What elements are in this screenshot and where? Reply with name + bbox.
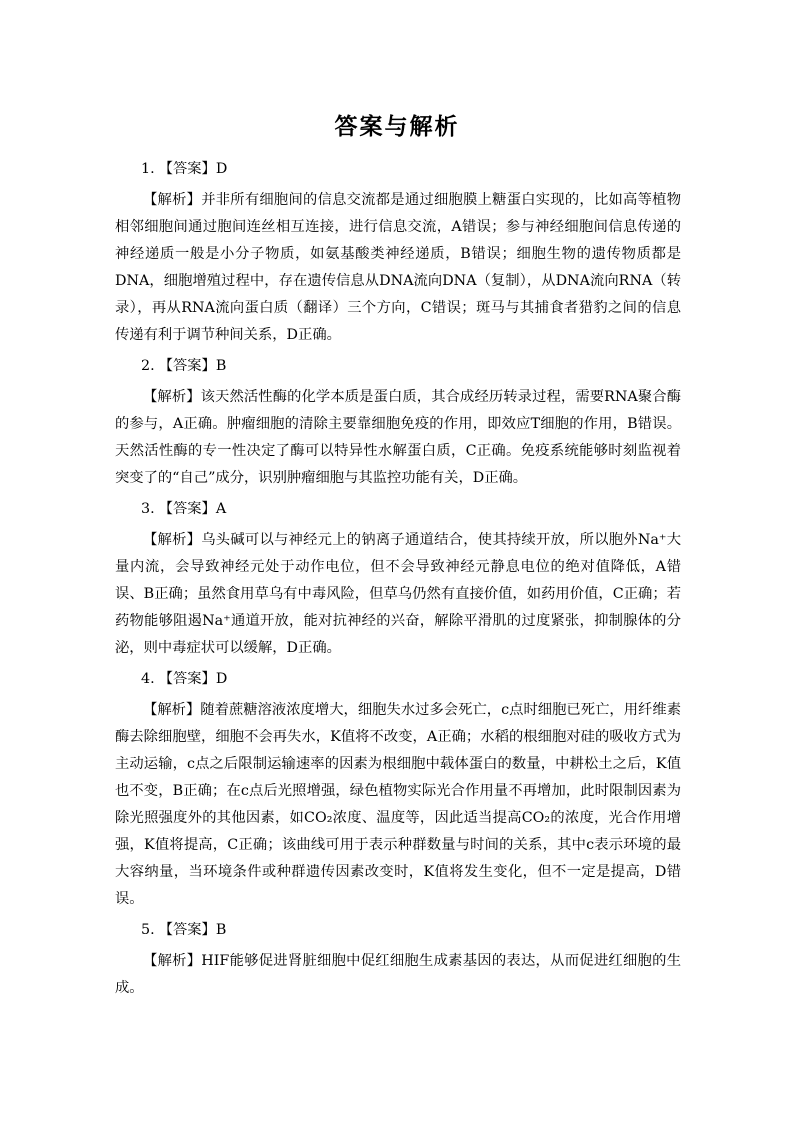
item-number: 3. [141, 501, 155, 517]
answer-line-2 [115, 353, 681, 380]
page-title: 答案与解析 [334, 113, 460, 140]
answer-label: 【答案】B [158, 358, 227, 374]
item-number: 1. [141, 161, 155, 177]
answer-line-4 [115, 666, 681, 693]
item-number: 4. [141, 671, 155, 687]
analysis-paragraph-4: 【解析】随着蔗糖溶液浓度增大，细胞失水过多会死亡，c点时细胞已死亡，用纤维素酶去除细胞壁，细胞不会再失水，K值将不改变，A正确；水稻的根细胞对硅的吸收方式为主动运输，c点之后限制运输速率的因素为根细胞中载体蛋白的数量，中耕松土之后，K值也不变，B正确；在c点后光照增强，绿色植物实际光合作用量不再增加，此时限制因素为除光照强度外的其他因素，如CO₂浓度、温度等，因此适当提高CO₂的浓度，光合作用增强，K值将提高，C正确；该曲线可用于表示种群数量与时间的关系，其中c表示环境的最大容纳量，当环境条件或种群遗传因素改变时，K值将发生变化，但不一定是提高，D错误。 [115, 702, 681, 907]
answer-line-5 [115, 917, 681, 944]
answer-label: 【答案】D [158, 161, 228, 177]
answer-label: 【答案】B [158, 922, 227, 938]
analysis-paragraph-1: 【解析】并非所有细胞间的信息交流都是通过细胞膜上糖蛋白实现的，比如高等植物相邻细胞间通过胞间连丝相互连接，进行信息交流，A错误；参与神经细胞间信息传递的神经递质一般是小分子物质，如氨基酸类神经递质，B错误；细胞生物的遗传物质都是DNA，细胞增殖过程中，存在遗传信息从DNA流向DNA（复制），从DNA流向RNA（转录），再从RNA流向蛋白质（翻译）三个方向，C错误；斑马与其捕食者猎豹之间的信息传递有利于调节种间关系，D正确。 [115, 192, 681, 343]
answer-content [115, 156, 681, 1006]
item-number: 5. [141, 922, 155, 938]
answer-line-1 [115, 156, 681, 183]
analysis-paragraph-5: 【解析】HIF能够促进肾脏细胞中促红细胞生成素基因的表达，从而促进红细胞的生成。 [115, 953, 681, 996]
item-number: 2. [141, 358, 155, 374]
answer-line-3 [115, 496, 681, 523]
analysis-paragraph-3: 【解析】乌头碱可以与神经元上的钠离子通道结合，使其持续开放，所以胞外Na⁺大量内流，会导致神经元处于动作电位，但不会导致神经元静息电位的绝对值降低，A错误、B正确；虽然食用草乌有中毒风险，但草乌仍然有直接价值，如药用价值，C正确；若药物能够阻遏Na⁺通道开放，能对抗神经的兴奋，解除平滑肌的过度紧张，抑制腺体的分泌，则中毒症状可以缓解，D正确。 [115, 532, 681, 656]
answer-label: 【答案】A [158, 501, 227, 517]
analysis-paragraph-2: 【解析】该天然活性酶的化学本质是蛋白质，其合成经历转录过程，需要RNA聚合酶的参与，A正确。肿瘤细胞的清除主要靠细胞免疫的作用，即效应T细胞的作用，B错误。天然活性酶的专一性决定了酶可以特异性水解蛋白质，C正确。免疫系统能够时刻监视着突变了的“自己”成分，识别肿瘤细胞与其监控功能有关，D正确。 [115, 389, 681, 486]
answer-label: 【答案】D [158, 671, 228, 687]
